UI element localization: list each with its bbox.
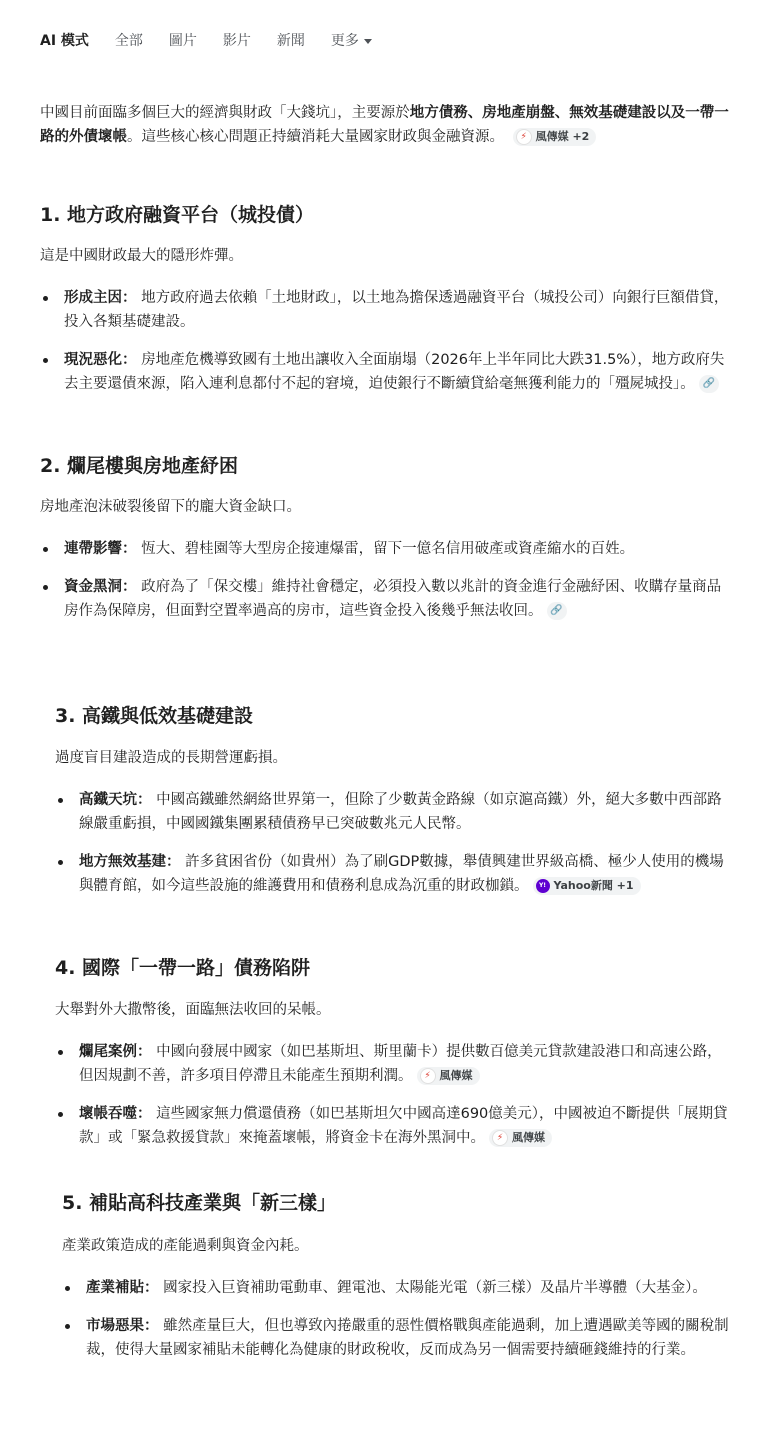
section-list xyxy=(55,1040,735,1164)
item-label: 形成主因： xyxy=(64,290,137,306)
item-label: 市場惡果： xyxy=(86,1318,159,1334)
intro-text-1: 中國目前面臨多個巨大的經濟與財政「大錢坑」，主要源於 xyxy=(40,105,410,121)
item-label: 現況惡化： xyxy=(64,352,137,368)
source-chip-label: 風傳媒 xyxy=(512,1131,545,1144)
intro-bold: 地方債務、房地產崩盤、無效基礎建設以及一帶一路的外債壞帳 xyxy=(40,105,729,145)
source-chip-label: 風傳媒 xyxy=(439,1069,473,1082)
section-subtitle: 這是中國財政最大的隱形炸彈。 xyxy=(40,248,243,264)
chevron-down-icon xyxy=(364,39,372,44)
item-label: 高鐵天坑： xyxy=(79,792,152,808)
item-text: 政府為了「保交樓」維持社會穩定，必須投入數以兆計的資金進行金融紓困、收購存量商品房作為保障房，但面對空置率過高的房市，這些資金投入後幾乎無法收回。 xyxy=(64,579,722,619)
section-title: 4. 國際「一帶一路」債務陷阱 xyxy=(55,957,311,979)
yahoo-icon: Y! xyxy=(536,879,550,893)
flash-icon: ⚡ xyxy=(492,1130,508,1146)
list-item xyxy=(62,1276,740,1300)
list-item xyxy=(55,1102,735,1150)
source-chip-label: Yahoo新聞 +1 xyxy=(553,879,634,892)
item-label: 產業補貼： xyxy=(86,1280,159,1296)
search-tabs xyxy=(40,30,398,50)
item-text: 雖然產量巨大，但也導致內捲嚴重的惡性價格戰與產能過剩，加上遭遇歐美等國的關稅制裁，使得大量國家補貼未能轉化為健康的財政稅收，反而成為另一個需要持續砸錢維持的行業。 xyxy=(86,1318,729,1358)
section-title: 3. 高鐵與低效基礎建設 xyxy=(55,705,254,727)
item-text: 中國高鐵雖然網絡世界第一，但除了少數黃金路線（如京滬高鐵）外，絕大多數中西部路線嚴重虧損，中國國鐵集團累積債務早已突破數兆元人民幣。 xyxy=(79,792,722,832)
section-subtitle: 房地產泡沫破裂後留下的龐大資金缺口。 xyxy=(40,499,301,515)
list-item xyxy=(40,575,730,623)
section-list xyxy=(62,1276,740,1376)
section-list xyxy=(40,286,730,410)
item-text: 地方政府過去依賴「土地財政」，以土地為擔保透過融資平台（城投公司）向銀行巨額借貸，投入各類基礎建設。 xyxy=(64,290,729,330)
item-label: 地方無效基建： xyxy=(79,854,181,870)
section-title: 2. 爛尾樓與房地產紓困 xyxy=(40,455,239,477)
source-chip[interactable] xyxy=(533,877,641,895)
tab-ai-mode[interactable]: AI 模式 xyxy=(40,33,89,49)
tab-news[interactable]: 新聞 xyxy=(276,33,305,49)
link-icon[interactable]: 🔗 xyxy=(699,375,719,393)
item-text: 這些國家無力償還債務（如巴基斯坦欠中國高達690億美元），中國被迫不斷提供「展期貸款」或「緊急救援貸款」來掩蓋壞帳，將資金卡在海外黑洞中。 xyxy=(79,1106,728,1146)
section-title: 5. 補貼高科技產業與「新三樣」 xyxy=(62,1192,337,1214)
item-text: 中國向發展中國家（如巴基斯坦、斯里蘭卡）提供數百億美元貸款建設港口和高速公路，但因規劃不善，許多項目停滯且未能產生預期利潤。 xyxy=(79,1044,722,1084)
list-item xyxy=(40,348,730,396)
tab-all[interactable]: 全部 xyxy=(114,33,143,49)
section-subtitle: 產業政策造成的產能過剩與資金內耗。 xyxy=(62,1238,309,1254)
item-text: 恆大、碧桂園等大型房企接連爆雷，留下一億名信用破產或資產縮水的百姓。 xyxy=(141,541,635,557)
list-item xyxy=(55,850,735,898)
section-title: 1. 地方政府融資平台（城投債） xyxy=(40,204,315,226)
link-icon[interactable]: 🔗 xyxy=(547,602,567,620)
item-label: 爛尾案例： xyxy=(79,1044,152,1060)
tab-more[interactable] xyxy=(331,30,372,50)
source-chip-label: 風傳媒 +2 xyxy=(535,130,590,143)
list-item xyxy=(40,537,730,561)
flash-icon: ⚡ xyxy=(516,129,532,145)
list-item xyxy=(55,788,735,836)
section-list xyxy=(55,788,735,912)
section-subtitle: 大舉對外大撒幣後，面臨無法收回的呆帳。 xyxy=(55,1002,331,1018)
tab-videos[interactable]: 影片 xyxy=(222,33,251,49)
source-chip[interactable] xyxy=(513,128,597,146)
item-label: 連帶影響： xyxy=(64,541,137,557)
intro-text-2: 。這些核心核心問題正持續消耗大量國家財政與金融資源。 xyxy=(127,129,504,145)
intro-paragraph xyxy=(40,101,730,149)
list-item xyxy=(40,286,730,334)
tab-images[interactable]: 圖片 xyxy=(168,33,197,49)
tab-more-label: 更多 xyxy=(330,33,359,49)
list-item xyxy=(62,1314,740,1362)
item-label: 壞帳吞噬： xyxy=(79,1106,152,1122)
item-label: 資金黑洞： xyxy=(64,579,137,595)
item-text: 房地產危機導致國有土地出讓收入全面崩塌（2026年上半年同比大跌31.5%），地方政府失去主要還債來源，陷入連利息都付不起的窘境，迫使銀行不斷續貸給毫無獲利能力的「殭屍城投」。 xyxy=(64,352,725,392)
section-subtitle: 過度盲目建設造成的長期營運虧損。 xyxy=(55,750,287,766)
item-text: 國家投入巨資補助電動車、鋰電池、太陽能光電（新三樣）及晶片半導體（大基金）。 xyxy=(163,1280,707,1296)
section-list xyxy=(40,537,730,637)
list-item xyxy=(55,1040,735,1088)
source-chip[interactable] xyxy=(489,1129,552,1147)
source-chip[interactable] xyxy=(417,1067,480,1085)
item-text: 許多貧困省份（如貴州）為了刷GDP數據，舉債興建世界級高橋、極少人使用的機場與體育館，如今這些設施的維護費用和債務利息成為沉重的財政枷鎖。 xyxy=(79,854,724,894)
flash-icon: ⚡ xyxy=(420,1068,436,1084)
